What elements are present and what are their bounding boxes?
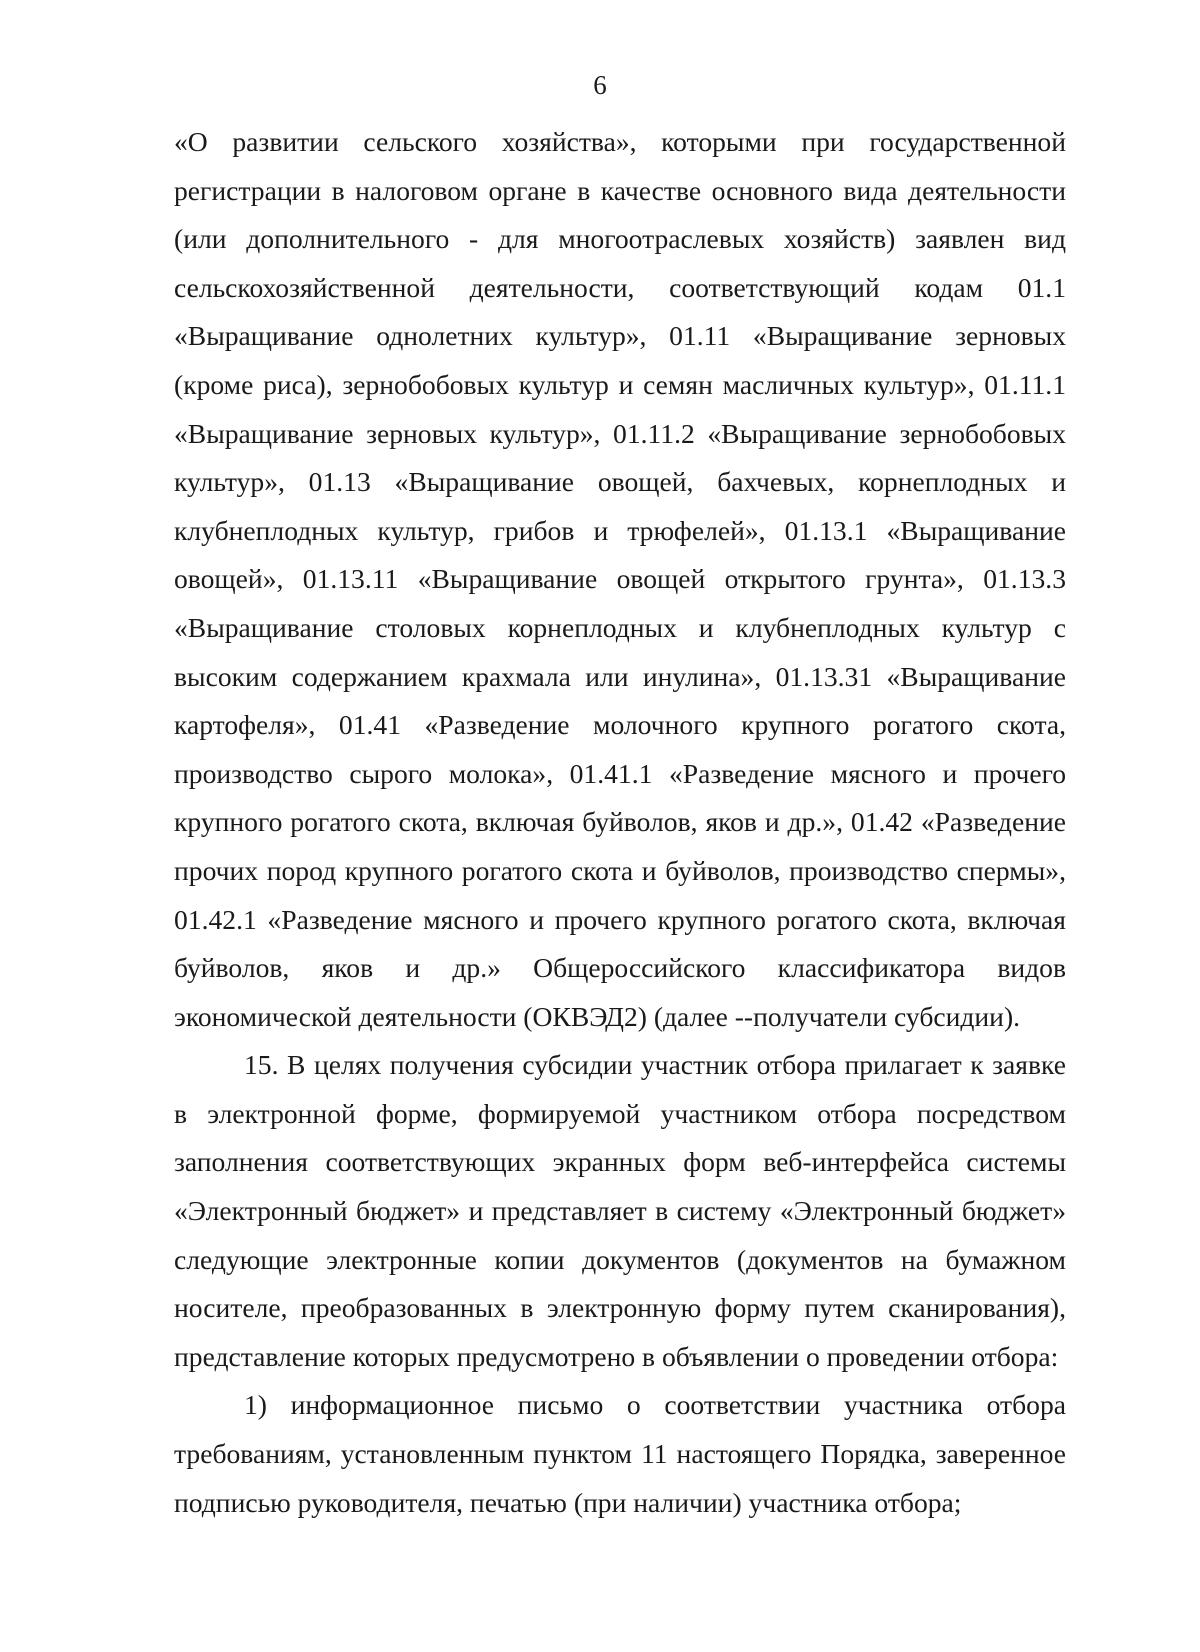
paragraph-continuation: «О развитии сельского хозяйства», которыми при государственной регистрации в налоговом органе в качестве основного вида деятельности (или дополнительного - для многоотраслевых хозяйств) заявлен вид сельскохозяйственной деятельности, соответствующий кодам 01.1 «Выращивание однолетних культур», 01.11 «Выращивание зерновых (кроме риса), зернобобовых культур и семян масличных культур», 01.11.1 «Выращивание зерновых культур», 01.11.2 «Выращивание зернобобовых культур», 01.13 «Выращивание овощей, бахчевых, корнеплодных и клубнеплодных культур, грибов и трюфелей», 01.13.1 «Выращивание овощей», 01.13.11 «Выращивание овощей открытого грунта», 01.13.3 «Выращивание столовых корнеплодных и клубнеплодных культур с высоким содержанием крахмала или инулина», 01.13.31 «Выращивание картофеля», 01.41 «Разведение молочного крупного рогатого скота, производство сырого молока», 01.41.1 «Разведение мясного и прочего крупного рогатого скота, включая буйволов, яков и др.», 01.42 «Разведение прочих пород крупного рогатого скота и буйволов, производство спермы», 01.42.1 «Разведение мясного и прочего крупного рогатого скота, включая буйволов, яков и др.» Общероссийского классификатора видов экономической деятельности (ОКВЭД2) (далее --получатели субсидии). (174, 126, 1066, 1032)
page-number: 6 (593, 70, 607, 100)
document-body (174, 118, 1066, 1527)
paragraph-subitem-1: 1) информационное письмо о соответствии участника отбора требованиям, установленным пунктом 11 настоящего Порядка, заверенное подписью руководителя, печатью (при наличии) участника отбора; (174, 1389, 1066, 1518)
paragraph-item-15: 15. В целях получения субсидии участник отбора прилагает к заявке в электронной форме, формируемой участником отбора посредством заполнения соответствующих экранных форм веб-интерфейса системы «Электронный бюджет» и представляет в систему «Электронный бюджет» следующие электронные копии документов (документов на бумажном носителе, преобразованных в электронную форму путем сканирования), представление которых предусмотрено в объявлении о проведении отбора: (174, 1049, 1066, 1372)
